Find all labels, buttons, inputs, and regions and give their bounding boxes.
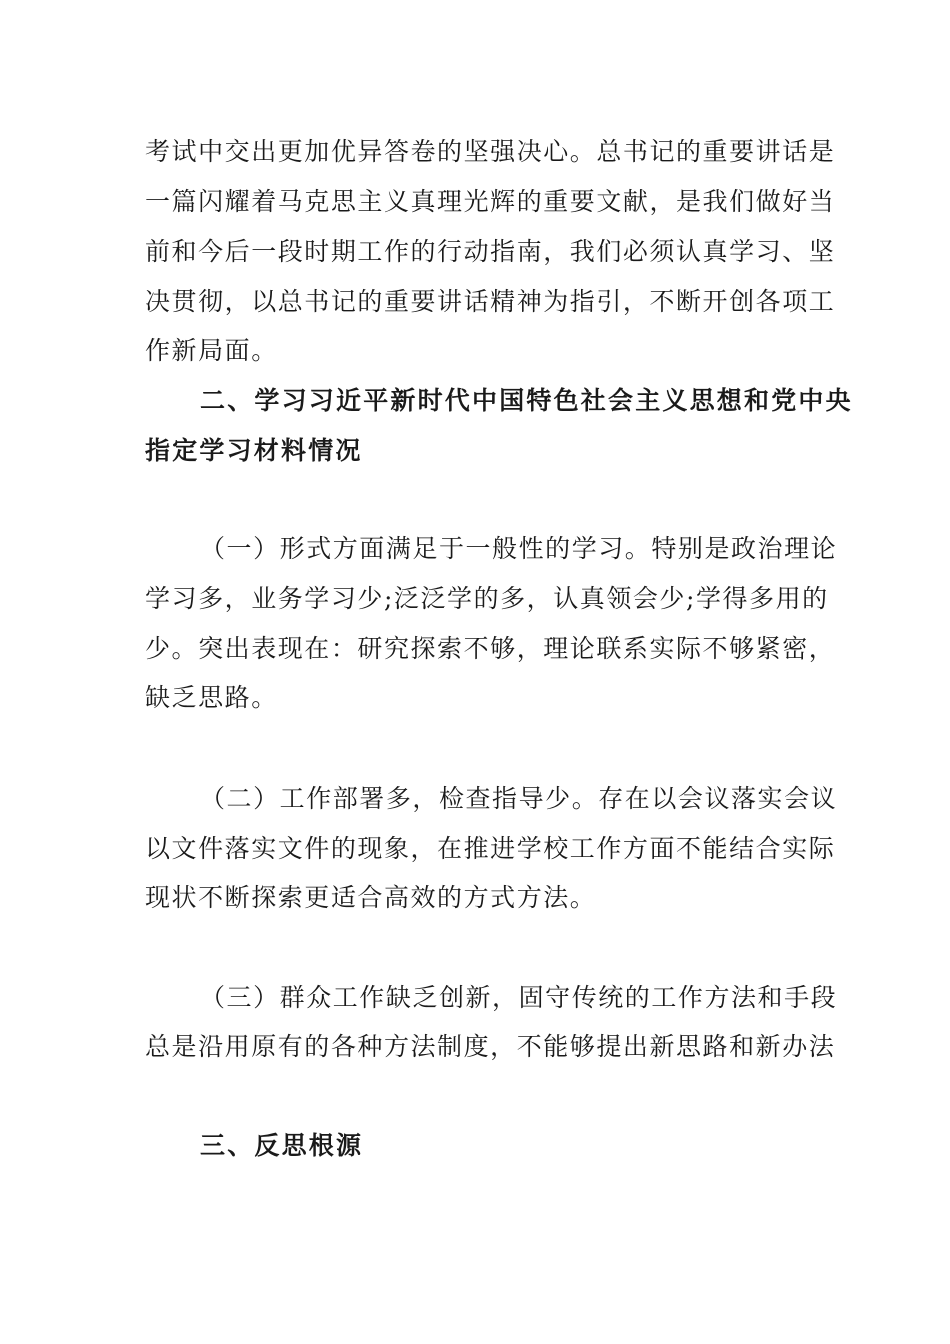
paragraph-line: 考试中交出更加优异答卷的坚强决心。总书记的重要讲话是 [145, 137, 836, 166]
paragraph-line: 以文件落实文件的现象，在推进学校工作方面不能结合实际 [145, 834, 836, 863]
paragraph-line: 决贯彻，以总书记的重要讲话精神为指引，不断开创各项工 [145, 287, 836, 316]
paragraph-line: 现状不断探索更适合高效的方式方法。 [145, 883, 597, 912]
paragraph-line: 总是沿用原有的各种方法制度，不能够提出新思路和新办法 [145, 1032, 836, 1061]
paragraph-line: （三）群众工作缺乏创新，固守传统的工作方法和手段 [200, 983, 838, 1012]
paragraph-line: （二）工作部署多，检查指导少。存在以会议落实会议 [200, 784, 838, 813]
section-heading: 指定学习材料情况 [145, 436, 363, 465]
paragraph-line: 缺乏思路。 [145, 683, 278, 712]
paragraph-line: 少。突出表现在：研究探索不够，理论联系实际不够紧密， [145, 634, 836, 663]
section-heading: 二、学习习近平新时代中国特色社会主义思想和党中央 [200, 386, 853, 415]
paragraph-line: 学习多，业务学习少;泛泛学的多，认真领会少;学得多用的 [145, 584, 829, 613]
paragraph-line: 前和今后一段时期工作的行动指南，我们必须认真学习、坚 [145, 237, 836, 266]
paragraph-line: 一篇闪耀着马克思主义真理光辉的重要文献，是我们做好当 [145, 187, 836, 216]
section-heading: 三、反思根源 [200, 1131, 364, 1160]
paragraph-line: 作新局面。 [145, 336, 278, 365]
paragraph-line: （一）形式方面满足于一般性的学习。特别是政治理论 [200, 534, 838, 563]
